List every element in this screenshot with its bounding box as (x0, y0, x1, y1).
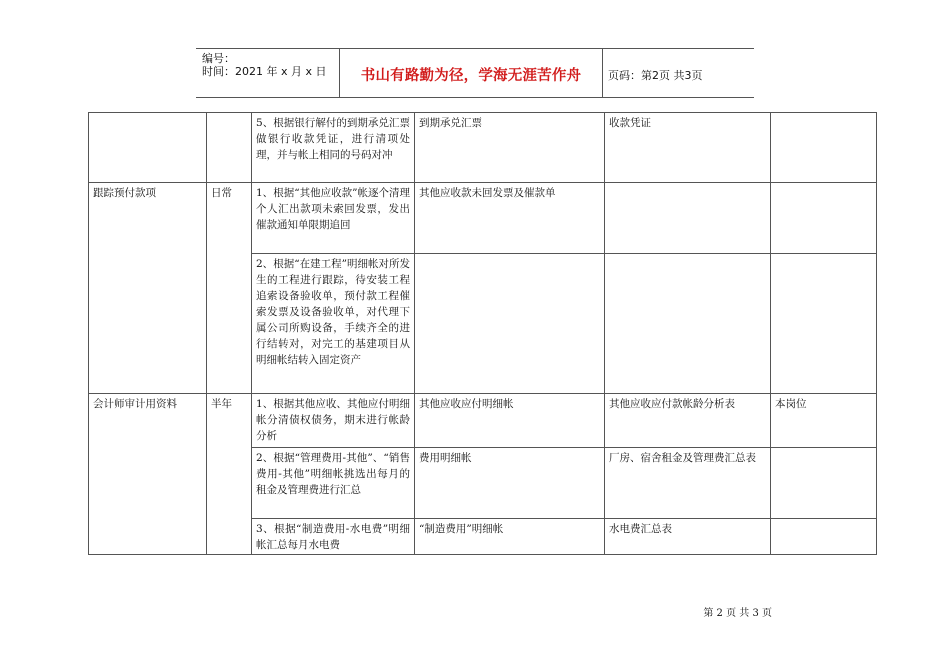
task-cell: 3、根据“制造费用-水电费”明细帐汇总每月水电费 (252, 519, 415, 555)
frequency-cell: 日常 (207, 183, 252, 394)
item-cell: 跟踪预付款项 (89, 183, 207, 394)
table-row (89, 394, 877, 448)
output-cell: 厂房、宿舍租金及管理费汇总表 (605, 448, 771, 519)
source-cell: 到期承兑汇票 (415, 113, 605, 183)
source-cell (415, 254, 605, 394)
header-page-number: 页码：第2页 共3页 (608, 69, 703, 82)
item-cell (89, 113, 207, 183)
header-meta (202, 52, 327, 78)
task-cell: 2、根据“在建工程”明细帐对所发生的工程进行跟踪，待安装工程追索设备验收单，预付款工程催索发票及设备验收单，对代理下属公司所购设备，手续齐全的进行结转对，对完工的基建项目从明细帐结转入固定资产 (252, 254, 415, 394)
remark-cell (771, 254, 877, 394)
source-cell: 其他应收应付明细帐 (415, 394, 605, 448)
procedure-table (88, 112, 877, 555)
table-row (89, 183, 877, 254)
task-cell: 1、根据“其他应收款”帐逐个清理个人汇出款项未索回发票，发出催款通知单限期追回 (252, 183, 415, 254)
output-cell (605, 183, 771, 254)
remark-cell (771, 183, 877, 254)
header-motto: 书山有路勤为径，学海无涯苦作舟 (360, 68, 582, 84)
page-header (196, 48, 754, 98)
output-cell: 收款凭证 (605, 113, 771, 183)
table-row (89, 113, 877, 183)
header-divider (339, 49, 340, 97)
remark-cell: 本岗位 (771, 394, 877, 448)
frequency-cell (207, 113, 252, 183)
frequency-cell: 半年 (207, 394, 252, 555)
source-cell: “制造费用”明细帐 (415, 519, 605, 555)
remark-cell (771, 113, 877, 183)
output-cell: 其他应收应付款帐龄分析表 (605, 394, 771, 448)
source-cell: 其他应收款未回发票及催款单 (415, 183, 605, 254)
footer-page-number: 第 2 页 共 3 页 (703, 608, 772, 619)
item-cell: 会计师审计用资料 (89, 394, 207, 555)
task-cell: 1、根据其他应收、其他应付明细帐分清债权债务，期末进行帐龄分析 (252, 394, 415, 448)
header-divider (602, 49, 603, 97)
task-cell: 2、根据“管理费用-其他”、“销售费用-其他”明细帐挑选出每月的租金及管理费进行汇总 (252, 448, 415, 519)
task-cell: 5、根据银行解付的到期承兑汇票做银行收款凭证，进行清项处理，并与帐上相同的号码对冲 (252, 113, 415, 183)
output-cell: 水电费汇总表 (605, 519, 771, 555)
code-label: 编号： (202, 52, 235, 65)
source-cell: 费用明细帐 (415, 448, 605, 519)
remark-cell (771, 448, 877, 519)
time-label: 时间：2021 年 x 月 x 日 (202, 65, 327, 78)
output-cell (605, 254, 771, 394)
remark-cell (771, 519, 877, 555)
